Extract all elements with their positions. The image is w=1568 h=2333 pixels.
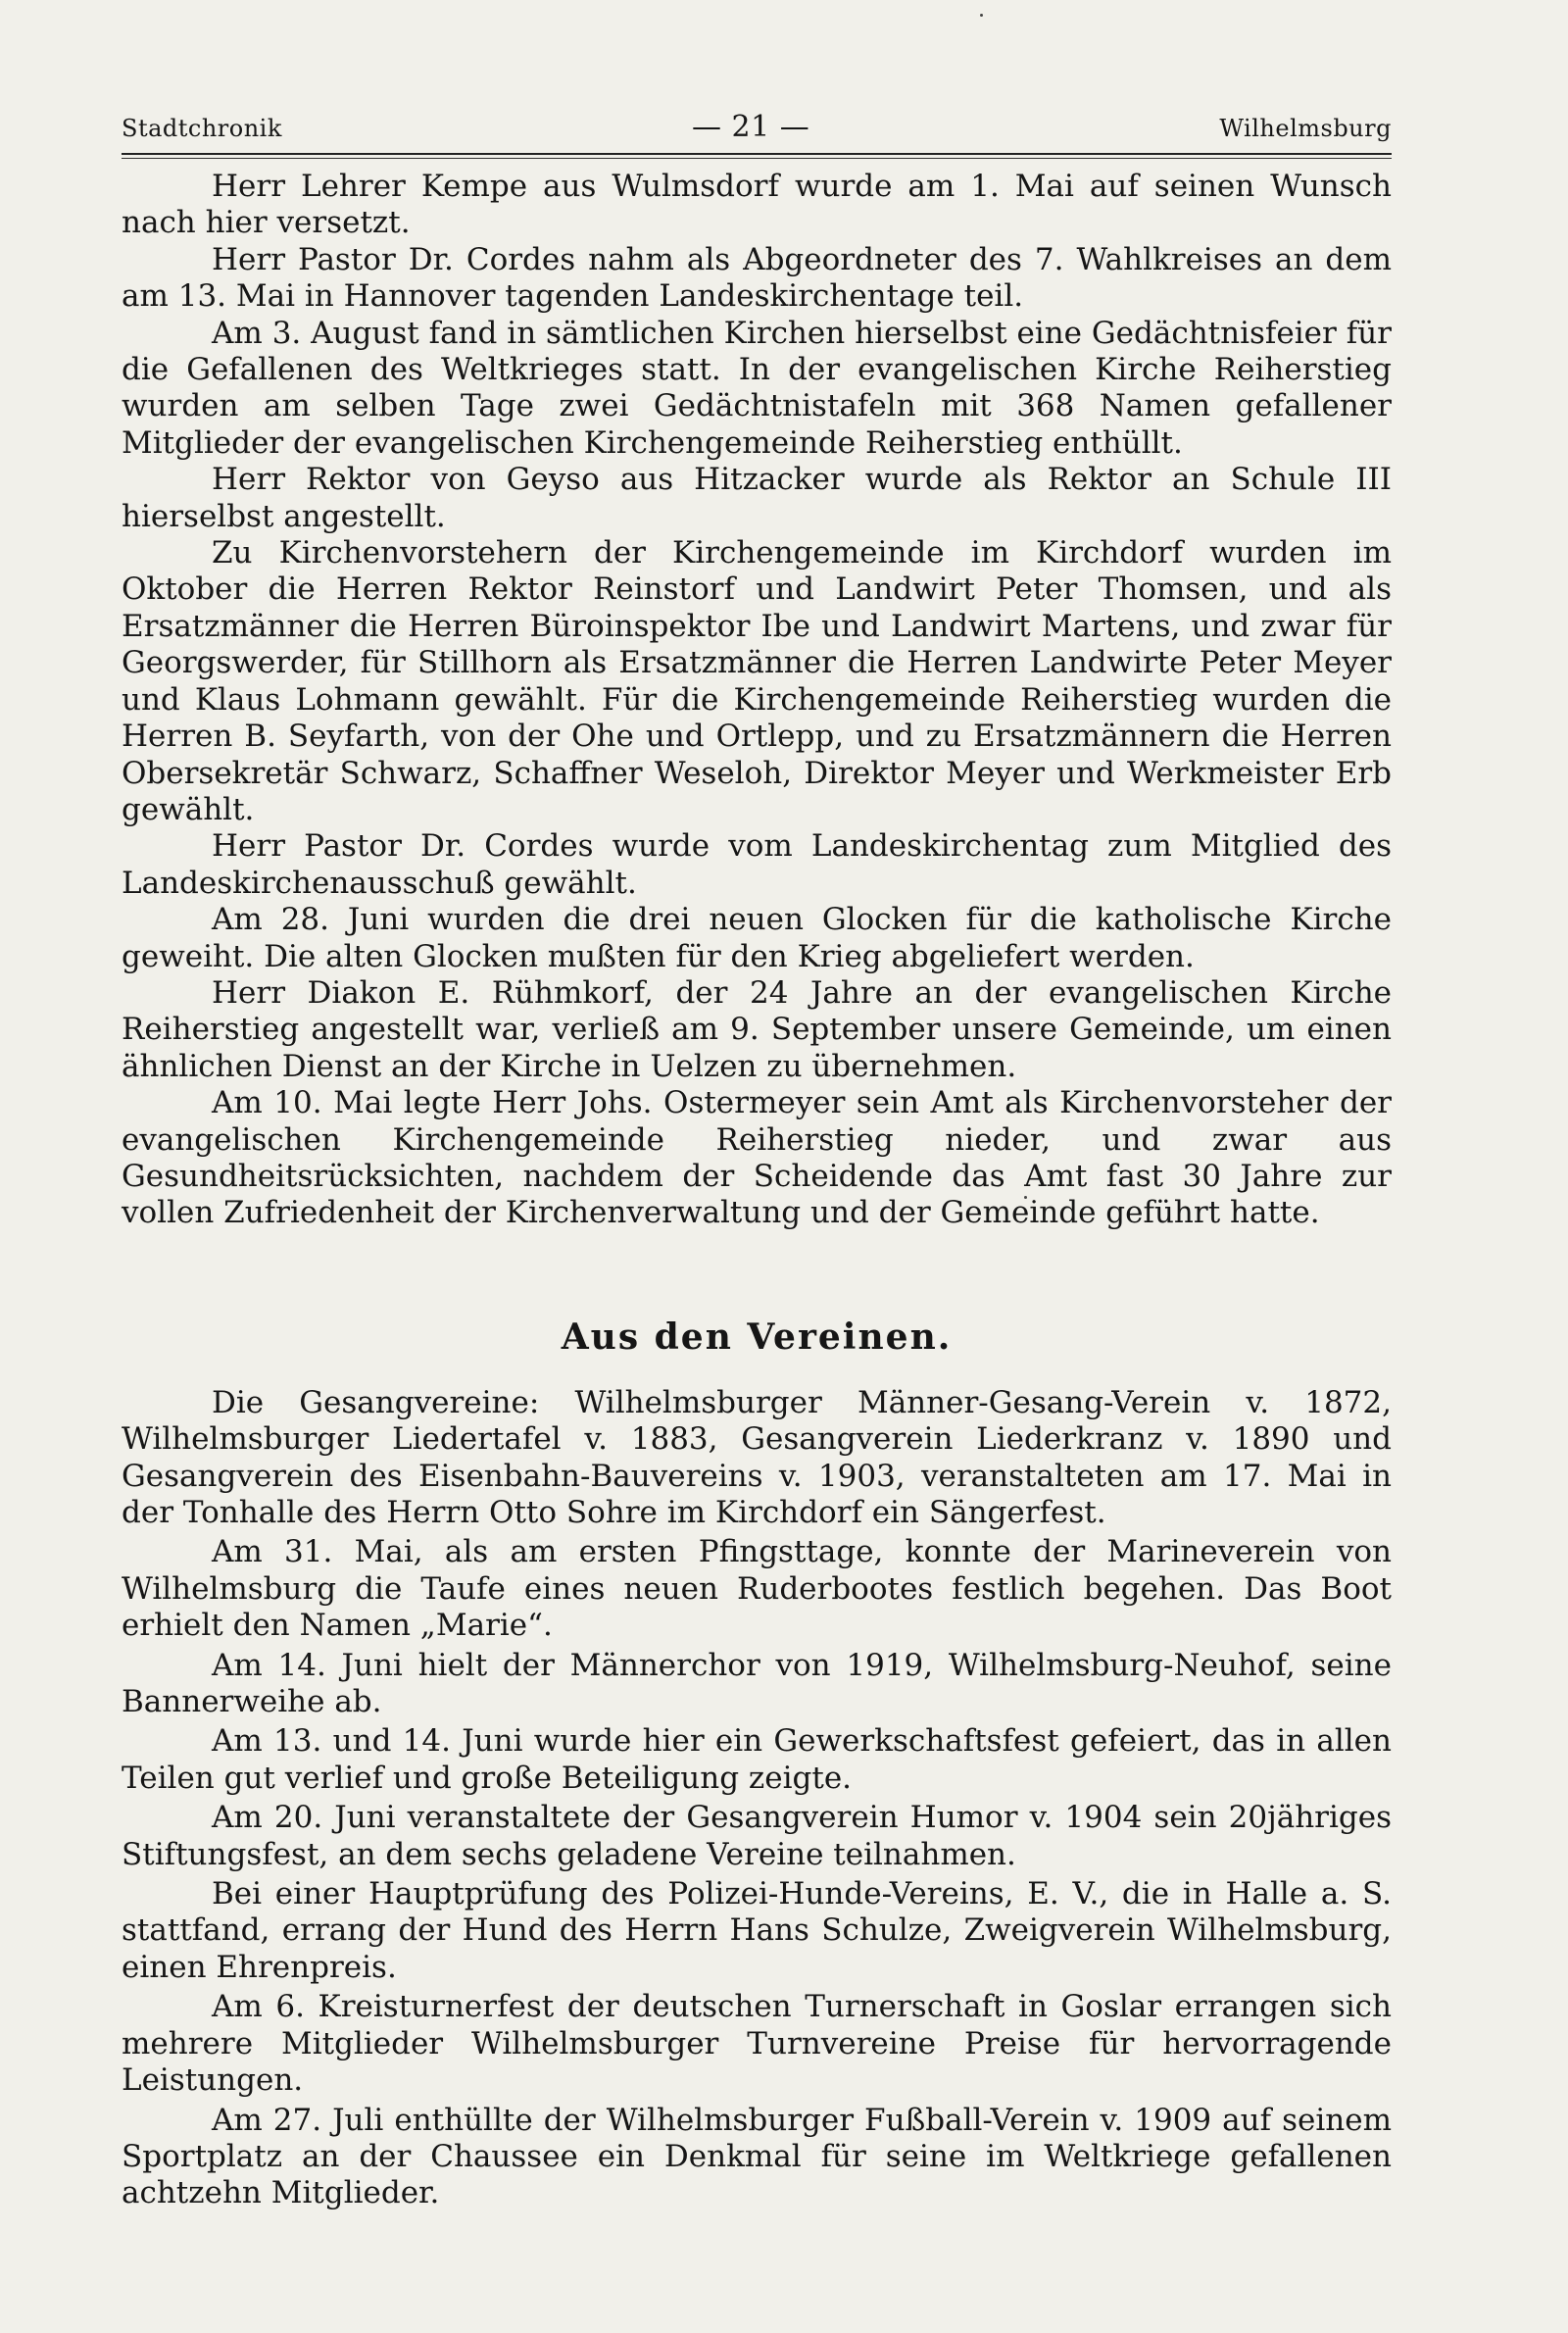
header-left: Stadtchronik [122,115,282,142]
page-number: — 21 — [691,110,810,144]
paragraph: Herr Lehrer Kempe aus Wulmsdorf wurde am 1. Mai auf seinen Wunsch nach hier versetzt. [122,169,1392,241]
paragraph: Herr Pastor Dr. Cordes wurde vom Landeskirchentag zum Mitglied des Landeskirchenausschuß gewählt. [122,828,1392,901]
paragraph: Herr Rektor von Geyso aus Hitzacker wurde als Rektor an Schule III hierselbst angestellt. [122,462,1392,534]
header-right: Wilhelmsburg [1219,115,1392,142]
paragraph: Am 6. Kreisturnerfest der deutschen Turnerschaft in Goslar errangen sich mehrere Mitglieder Wilhelmsburger Turnvereine Preise für hervorragende Leistungen. [122,1989,1392,2099]
paragraph: Herr Pastor Dr. Cordes nahm als Abgeordneter des 7. Wahlkreises an dem am 13. Mai in Hannover tagenden Landeskirchentage teil. [122,241,1392,315]
paragraph: Am 14. Juni hielt der Männerchor von 1919, Wilhelmsburg-Neuhof, seine Bannerweihe ab. [122,1647,1392,1720]
paragraph: Am 31. Mai, als am ersten Pfingsttage, konnte der Marineverein von Wilhelmsburg die Taufe eines neuen Ruderbootes festlich begehen. Das Boot erhielt den Namen „Marie“. [122,1534,1392,1644]
paragraph: Am 20. Juni veranstaltete der Gesangverein Humor v. 1904 sein 20jähriges Stiftungsfest, an dem sechs geladene Vereine teilnahmen. [122,1800,1392,1872]
paragraph: Die Gesangvereine: Wilhelmsburger Männer-Gesang-Verein v. 1872, Wilhelmsburger Liedertafel v. 1883, Gesangverein Liederkranz v. 1890 und Gesangverein des Eisenbahn-Bauvereins v. 1903, veranstalteten am 17. Mai in der Tonhalle des Herrn Otto Sohre im Kirchdorf ein Sängerfest. [122,1384,1392,1530]
section-heading: Aus den Vereinen. [561,1315,953,1358]
document-page [122,110,1392,2212]
paragraph: Zu Kirchenvorstehern der Kirchengemeinde im Kirchdorf wurden im Oktober die Herren Rektor Reinstorf und Landwirt Peter Thomsen, und als Ersatzmänner die Herren Büroinspektor Ibe und Landwirt Martens, und zwar für Georgswerder, für Stillhorn als Ersatzmänner die Herren Landwirte Peter Meyer und Klaus Lohmann gewählt. Für die Kirchengemeinde Reiherstieg wurden die Herren B. Seyfarth, von der Ohe und Ortlepp, und zu Ersatzmännern die Herren Obersekretär Schwarz, Schaffner Weseloh, Direktor Meyer und Werkmeister Erb gewählt. [122,535,1392,827]
paragraph: Herr Diakon E. Rühmkorf, der 24 Jahre an der evangelischen Kirche Reiherstieg angestellt war, verließ am 9. September unsere Gemeinde, um einen ähnlichen Dienst an der Kirche in Uelzen zu übernehmen. [122,974,1392,1084]
running-header [122,110,1392,143]
paragraph: Am 27. Juli enthüllte der Wilhelmsburger Fußball-Verein v. 1909 auf seinem Sportplatz an der Chaussee ein Denkmal für seine im Weltkriege gefallenen achtzehn Mitglieder. [122,2102,1392,2211]
header-rule-thin [122,158,1392,159]
print-speck [980,14,983,17]
header-rule [122,153,1392,155]
paragraph: Am 3. August fand in sämtlichen Kirchen hierselbst eine Gedächtnisfeier für die Gefallenen des Weltkrieges statt. In der evangelischen Kirche Reiherstieg wurden am selben Tage zwei Gedächtnistafeln mit 368 Namen gefallener Mitglieder der evangelischen Kirchengemeinde Reiherstieg enthüllt. [122,315,1392,461]
associations-section [122,1385,1392,2212]
church-news-section [122,169,1392,1232]
paragraph: Am 13. und 14. Juni wurde hier ein Gewerkschaftsfest gefeiert, das in allen Teilen gut verlief und große Beteiligung zeigte. [122,1723,1392,1796]
paragraph: Am 10. Mai legte Herr Johs. Ostermeyer sein Amt als Kirchenvorsteher der evangelischen Kirchengemeinde Reiherstieg nieder, und zwar aus Gesundheitsrücksichten, nachdem der Scheidende das Amt fast 30 Jahre zur vollen Zufriedenheit der Kirchenverwaltung und der Gemeinde geführt hatte. [122,1085,1392,1231]
paragraph: Bei einer Hauptprüfung des Polizei-Hunde-Vereins, E. V., die in Halle a. S. stattfand, errang der Hund des Herrn Hans Schulze, Zweigverein Wilhelmsburg, einen Ehrenpreis. [122,1876,1392,1985]
paragraph: Am 28. Juni wurden die drei neuen Glocken für die katholische Kirche geweiht. Die alten Glocken mußten für den Krieg abgeliefert werden. [122,902,1392,974]
